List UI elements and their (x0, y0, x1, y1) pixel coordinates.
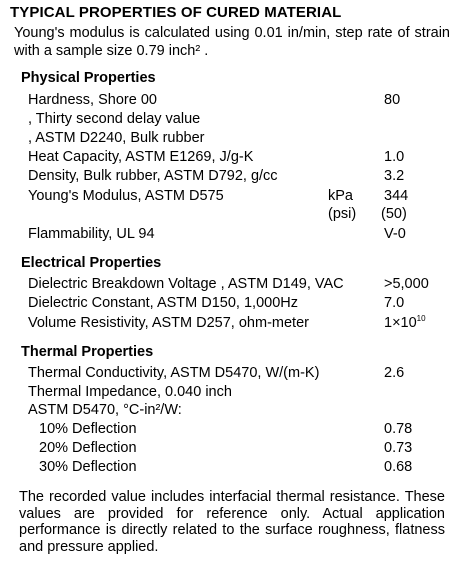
footer-note: The recorded value includes interfacial thermal resistance. These values are provided for reference only. Actual application performance is directly related to the surface roughness, flatness and pressure applied. (19, 489, 445, 555)
astm-note: , ASTM D2240, Bulk rubber (28, 130, 205, 146)
intro-text: Young's modulus is calculated using 0.01 in/min, step rate of strain with a sample size 0.79 inch² . (14, 25, 450, 59)
flammability-value: V-0 (384, 226, 406, 242)
deflection-label: 20% Deflection (39, 440, 137, 456)
hardness-value: 80 (384, 92, 401, 108)
hardness-row (0, 91, 467, 110)
deflection-row (0, 420, 467, 439)
volume-resistivity-value (384, 314, 426, 333)
delay-note-row (0, 110, 467, 129)
resistivity-base: 1×10 (384, 315, 417, 331)
thermal-impedance-label: Thermal Impedance, 0.040 inch (28, 384, 232, 400)
youngs-modulus-label: Young's Modulus, ASTM D575 (28, 188, 224, 204)
astm-note-row (0, 129, 467, 148)
deflection-row (0, 458, 467, 477)
dielectric-constant-row (0, 294, 467, 313)
deflection-value: 0.68 (384, 459, 413, 475)
volume-resistivity-row (0, 314, 467, 333)
volume-resistivity-label: Volume Resistivity, ASTM D257, ohm-meter (28, 315, 309, 331)
dielectric-constant-value: 7.0 (384, 295, 405, 311)
thermal-impedance-row (0, 383, 467, 402)
resistivity-exponent: 10 (416, 314, 426, 323)
delay-note: , Thirty second delay value (28, 111, 201, 127)
density-label: Density, Bulk rubber, ASTM D792, g/cc (28, 168, 278, 184)
heat-capacity-row (0, 148, 467, 167)
thermal-impedance-method: ASTM D5470, °C-in²/W: (28, 402, 182, 418)
flammability-label: Flammability, UL 94 (28, 226, 155, 242)
thermal-conductivity-row (0, 364, 467, 383)
youngs-modulus-psi-row (0, 205, 467, 224)
dielectric-constant-label: Dielectric Constant, ASTM D150, 1,000Hz (28, 295, 298, 311)
thermal-properties-heading: Thermal Properties (21, 344, 154, 360)
density-value: 3.2 (384, 168, 405, 184)
deflection-label: 30% Deflection (39, 459, 137, 475)
flammability-row (0, 225, 467, 244)
youngs-modulus-value-psi: (50) (381, 206, 407, 222)
breakdown-voltage-row (0, 275, 467, 294)
electrical-properties-heading: Electrical Properties (21, 255, 162, 271)
youngs-modulus-unit-psi: (psi) (328, 206, 357, 222)
breakdown-voltage-value: >5,000 (384, 276, 429, 292)
deflection-value: 0.78 (384, 421, 413, 437)
heat-capacity-value: 1.0 (384, 149, 405, 165)
deflection-label: 10% Deflection (39, 421, 137, 437)
thermal-impedance-method-row (0, 401, 467, 420)
physical-properties-heading: Physical Properties (21, 70, 156, 86)
density-row (0, 167, 467, 186)
youngs-modulus-value: 344 (384, 188, 409, 204)
thermal-conductivity-value: 2.6 (384, 365, 405, 381)
heat-capacity-label: Heat Capacity, ASTM E1269, J/g-K (28, 149, 254, 165)
deflection-value: 0.73 (384, 440, 413, 456)
document-title: TYPICAL PROPERTIES OF CURED MATERIAL (10, 4, 342, 21)
thermal-conductivity-label: Thermal Conductivity, ASTM D5470, W/(m-K) (28, 365, 320, 381)
youngs-modulus-unit: kPa (328, 188, 353, 204)
youngs-modulus-row (0, 187, 467, 206)
deflection-row (0, 439, 467, 458)
hardness-label: Hardness, Shore 00 (28, 92, 157, 108)
breakdown-voltage-label: Dielectric Breakdown Voltage , ASTM D149, VAC (28, 276, 344, 292)
